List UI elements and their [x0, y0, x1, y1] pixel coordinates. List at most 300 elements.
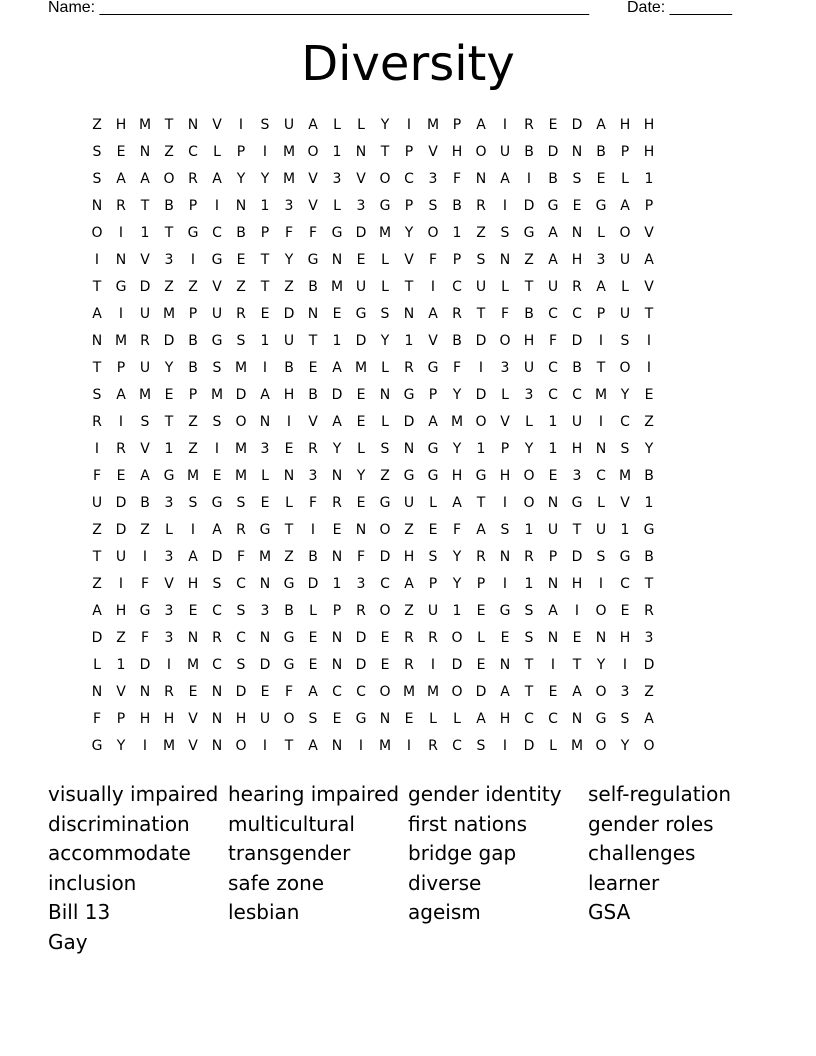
grid-letter[interactable]: M — [114, 333, 128, 349]
grid-letter[interactable]: Z — [524, 252, 534, 268]
grid-letter[interactable]: I — [646, 360, 652, 376]
grid-letter[interactable]: Z — [116, 630, 126, 646]
grid-letter[interactable]: E — [260, 495, 270, 511]
grid-letter[interactable]: D — [235, 387, 247, 403]
grid-letter[interactable]: F — [548, 333, 558, 349]
grid-letter[interactable]: M — [138, 117, 152, 133]
grid-letter[interactable]: O — [379, 603, 391, 619]
grid-letter[interactable]: O — [283, 711, 295, 727]
grid-letter[interactable]: Z — [164, 279, 174, 295]
grid-letter[interactable]: 1 — [524, 576, 534, 592]
grid-letter[interactable]: M — [402, 684, 416, 700]
grid-letter[interactable]: H — [115, 603, 127, 619]
grid-letter[interactable]: D — [451, 657, 463, 673]
grid-letter[interactable]: E — [572, 198, 582, 214]
grid-letter[interactable]: A — [476, 117, 486, 133]
grid-letter[interactable]: E — [308, 630, 318, 646]
grid-letter[interactable]: U — [475, 279, 487, 295]
grid-letter[interactable]: G — [283, 657, 295, 673]
grid-letter[interactable]: 1 — [452, 603, 462, 619]
grid-letter[interactable]: A — [308, 117, 318, 133]
grid-letter[interactable]: O — [595, 684, 607, 700]
grid-letter[interactable]: 3 — [332, 171, 342, 187]
grid-letter[interactable]: N — [259, 576, 271, 592]
grid-letter[interactable]: C — [380, 576, 390, 592]
grid-letter[interactable]: O — [523, 495, 535, 511]
grid-letter[interactable]: G — [211, 495, 223, 511]
grid-letter[interactable]: G — [355, 711, 367, 727]
grid-letter[interactable]: Y — [404, 225, 414, 241]
grid-letter[interactable]: U — [259, 711, 271, 727]
grid-letter[interactable]: M — [186, 657, 200, 673]
grid-letter[interactable]: E — [332, 306, 342, 322]
grid-letter[interactable]: N — [547, 576, 559, 592]
grid-letter[interactable]: G — [187, 225, 199, 241]
grid-letter[interactable]: I — [598, 414, 604, 430]
grid-letter[interactable]: T — [404, 279, 414, 295]
grid-letter[interactable]: S — [92, 387, 102, 403]
grid-letter[interactable]: 3 — [572, 468, 582, 484]
grid-letter[interactable]: A — [548, 225, 558, 241]
grid-letter[interactable]: S — [188, 495, 198, 511]
grid-letter[interactable]: O — [451, 630, 463, 646]
grid-letter[interactable]: 1 — [524, 522, 534, 538]
grid-letter[interactable]: I — [550, 657, 556, 673]
grid-letter[interactable]: S — [380, 441, 390, 457]
grid-letter[interactable]: G — [475, 468, 487, 484]
grid-letter[interactable]: E — [284, 441, 294, 457]
grid-letter[interactable]: L — [261, 468, 269, 484]
grid-letter[interactable]: I — [310, 522, 316, 538]
grid-letter[interactable]: I — [502, 117, 508, 133]
grid-letter[interactable]: C — [212, 657, 222, 673]
grid-letter[interactable]: H — [643, 117, 655, 133]
grid-letter[interactable]: T — [260, 279, 270, 295]
grid-letter[interactable]: 3 — [284, 198, 294, 214]
grid-letter[interactable]: 1 — [260, 198, 270, 214]
grid-letter[interactable]: N — [211, 684, 223, 700]
grid-letter[interactable]: S — [428, 198, 438, 214]
grid-letter[interactable]: D — [355, 225, 367, 241]
grid-letter[interactable]: A — [308, 684, 318, 700]
grid-letter[interactable]: M — [330, 279, 344, 295]
grid-letter[interactable]: U — [619, 252, 631, 268]
grid-letter[interactable]: Y — [644, 441, 654, 457]
grid-letter[interactable]: R — [164, 684, 174, 700]
grid-letter[interactable]: S — [380, 306, 390, 322]
grid-letter[interactable]: E — [332, 522, 342, 538]
grid-letter[interactable]: A — [116, 171, 126, 187]
grid-letter[interactable]: Y — [452, 387, 462, 403]
grid-letter[interactable]: N — [571, 711, 583, 727]
grid-letter[interactable]: Y — [236, 171, 246, 187]
grid-letter[interactable]: R — [572, 279, 582, 295]
grid-letter[interactable]: C — [188, 144, 198, 160]
grid-letter[interactable]: S — [212, 360, 222, 376]
grid-letter[interactable]: F — [92, 468, 102, 484]
grid-letter[interactable]: E — [620, 603, 630, 619]
grid-letter[interactable]: T — [476, 495, 486, 511]
grid-letter[interactable]: O — [523, 468, 535, 484]
grid-letter[interactable]: S — [620, 333, 630, 349]
grid-letter[interactable]: A — [644, 252, 654, 268]
grid-letter[interactable]: V — [140, 441, 150, 457]
grid-letter[interactable]: Z — [644, 684, 654, 700]
grid-letter[interactable]: I — [214, 441, 220, 457]
grid-letter[interactable]: D — [571, 117, 583, 133]
grid-letter[interactable]: C — [404, 171, 414, 187]
grid-letter[interactable]: N — [403, 441, 415, 457]
grid-letter[interactable]: A — [596, 279, 606, 295]
grid-letter[interactable]: S — [572, 171, 582, 187]
grid-letter[interactable]: C — [596, 468, 606, 484]
grid-letter[interactable]: T — [380, 144, 390, 160]
grid-letter[interactable]: P — [428, 576, 438, 592]
grid-letter[interactable]: M — [618, 468, 632, 484]
grid-letter[interactable]: P — [188, 387, 198, 403]
grid-letter[interactable]: P — [500, 441, 510, 457]
grid-letter[interactable]: G — [547, 198, 559, 214]
grid-letter[interactable]: I — [502, 738, 508, 754]
word-search-grid[interactable] — [85, 112, 733, 760]
grid-letter[interactable]: O — [595, 603, 607, 619]
grid-letter[interactable]: D — [355, 657, 367, 673]
grid-letter[interactable]: G — [619, 549, 631, 565]
grid-letter[interactable]: I — [190, 522, 196, 538]
grid-letter[interactable]: 3 — [260, 441, 270, 457]
grid-letter[interactable]: R — [116, 198, 126, 214]
grid-letter[interactable]: L — [429, 711, 437, 727]
grid-letter[interactable]: E — [356, 387, 366, 403]
grid-letter[interactable]: E — [356, 495, 366, 511]
grid-letter[interactable]: S — [140, 414, 150, 430]
grid-letter[interactable]: R — [356, 603, 366, 619]
grid-letter[interactable]: N — [331, 468, 343, 484]
grid-letter[interactable]: V — [212, 117, 222, 133]
grid-letter[interactable]: P — [452, 252, 462, 268]
grid-letter[interactable]: E — [116, 468, 126, 484]
grid-letter[interactable]: A — [140, 468, 150, 484]
grid-letter[interactable]: D — [379, 549, 391, 565]
grid-letter[interactable]: G — [211, 333, 223, 349]
grid-letter[interactable]: S — [500, 225, 510, 241]
grid-letter[interactable]: S — [308, 711, 318, 727]
grid-letter[interactable]: R — [188, 171, 198, 187]
grid-letter[interactable]: G — [163, 468, 175, 484]
grid-letter[interactable]: H — [571, 576, 583, 592]
grid-letter[interactable]: O — [235, 738, 247, 754]
grid-letter[interactable]: G — [379, 198, 391, 214]
grid-letter[interactable]: R — [140, 333, 150, 349]
grid-letter[interactable]: C — [212, 225, 222, 241]
grid-letter[interactable]: S — [92, 171, 102, 187]
grid-letter[interactable]: A — [476, 711, 486, 727]
grid-letter[interactable]: I — [526, 171, 532, 187]
grid-letter[interactable]: D — [475, 684, 487, 700]
grid-letter[interactable]: V — [164, 576, 174, 592]
grid-letter[interactable]: A — [500, 684, 510, 700]
grid-letter[interactable]: N — [499, 549, 511, 565]
grid-letter[interactable]: B — [140, 495, 150, 511]
grid-letter[interactable]: L — [525, 414, 533, 430]
grid-letter[interactable]: I — [118, 414, 124, 430]
grid-letter[interactable]: Z — [140, 522, 150, 538]
grid-letter[interactable]: O — [379, 522, 391, 538]
grid-letter[interactable]: U — [355, 279, 367, 295]
grid-letter[interactable]: 3 — [260, 603, 270, 619]
grid-letter[interactable]: B — [188, 333, 198, 349]
grid-letter[interactable]: L — [501, 279, 509, 295]
grid-letter[interactable]: D — [163, 333, 175, 349]
grid-letter[interactable]: G — [331, 225, 343, 241]
grid-letter[interactable]: O — [619, 360, 631, 376]
grid-letter[interactable]: S — [236, 657, 246, 673]
grid-letter[interactable]: B — [524, 144, 534, 160]
grid-letter[interactable]: N — [499, 252, 511, 268]
grid-letter[interactable]: S — [620, 441, 630, 457]
grid-letter[interactable]: L — [597, 225, 605, 241]
grid-letter[interactable]: N — [403, 306, 415, 322]
grid-letter[interactable]: P — [596, 306, 606, 322]
grid-letter[interactable]: A — [212, 522, 222, 538]
grid-letter[interactable]: O — [235, 414, 247, 430]
grid-letter[interactable]: V — [428, 333, 438, 349]
grid-letter[interactable]: E — [572, 630, 582, 646]
grid-letter[interactable]: E — [500, 630, 510, 646]
grid-letter[interactable]: Z — [92, 117, 102, 133]
grid-letter[interactable]: A — [620, 198, 630, 214]
grid-letter[interactable]: I — [598, 576, 604, 592]
grid-letter[interactable]: S — [212, 414, 222, 430]
grid-letter[interactable]: L — [93, 657, 101, 673]
grid-letter[interactable]: E — [476, 657, 486, 673]
grid-letter[interactable]: M — [282, 171, 296, 187]
grid-letter[interactable]: D — [259, 657, 271, 673]
grid-letter[interactable]: F — [140, 576, 150, 592]
grid-letter[interactable]: G — [115, 279, 127, 295]
grid-letter[interactable]: A — [332, 360, 342, 376]
grid-letter[interactable]: H — [139, 711, 151, 727]
grid-letter[interactable]: I — [502, 495, 508, 511]
grid-letter[interactable]: U — [139, 306, 151, 322]
grid-letter[interactable]: S — [428, 549, 438, 565]
grid-letter[interactable]: N — [187, 117, 199, 133]
grid-letter[interactable]: M — [450, 414, 464, 430]
grid-letter[interactable]: I — [406, 117, 412, 133]
grid-letter[interactable]: P — [188, 306, 198, 322]
grid-letter[interactable]: S — [236, 603, 246, 619]
grid-letter[interactable]: E — [644, 387, 654, 403]
grid-letter[interactable]: Y — [356, 468, 366, 484]
grid-letter[interactable]: Z — [188, 414, 198, 430]
grid-letter[interactable]: F — [284, 225, 294, 241]
grid-letter[interactable]: U — [619, 306, 631, 322]
grid-letter[interactable]: G — [355, 306, 367, 322]
grid-letter[interactable]: Z — [188, 279, 198, 295]
grid-letter[interactable]: N — [331, 549, 343, 565]
date-field[interactable]: Date: _______ — [627, 0, 732, 16]
grid-letter[interactable]: 3 — [356, 576, 366, 592]
grid-letter[interactable]: L — [501, 387, 509, 403]
grid-letter[interactable]: B — [308, 549, 318, 565]
grid-letter[interactable]: C — [236, 576, 246, 592]
grid-letter[interactable]: H — [571, 441, 583, 457]
grid-letter[interactable]: Z — [164, 144, 174, 160]
grid-letter[interactable]: I — [478, 360, 484, 376]
grid-letter[interactable]: H — [571, 252, 583, 268]
grid-letter[interactable]: Y — [260, 171, 270, 187]
grid-letter[interactable]: G — [571, 495, 583, 511]
grid-letter[interactable]: E — [548, 684, 558, 700]
grid-letter[interactable]: F — [452, 522, 462, 538]
grid-letter[interactable]: 3 — [644, 630, 654, 646]
grid-letter[interactable]: H — [523, 333, 535, 349]
grid-letter[interactable]: N — [91, 198, 103, 214]
grid-letter[interactable]: S — [260, 117, 270, 133]
grid-letter[interactable]: D — [235, 684, 247, 700]
grid-letter[interactable]: H — [643, 144, 655, 160]
grid-letter[interactable]: 3 — [428, 171, 438, 187]
name-field[interactable]: Name: _______________________________________________________ — [48, 0, 589, 16]
grid-letter[interactable]: 1 — [548, 414, 558, 430]
grid-letter[interactable]: E — [236, 252, 246, 268]
grid-letter[interactable]: L — [549, 738, 557, 754]
grid-letter[interactable]: R — [404, 630, 414, 646]
grid-letter[interactable]: S — [500, 522, 510, 538]
grid-letter[interactable]: T — [644, 576, 654, 592]
grid-letter[interactable]: M — [234, 360, 248, 376]
grid-letter[interactable]: H — [499, 468, 511, 484]
grid-letter[interactable]: N — [235, 198, 247, 214]
grid-letter[interactable]: F — [452, 171, 462, 187]
grid-letter[interactable]: Y — [452, 549, 462, 565]
grid-letter[interactable]: A — [212, 171, 222, 187]
grid-letter[interactable]: C — [620, 414, 630, 430]
grid-letter[interactable]: V — [308, 198, 318, 214]
grid-letter[interactable]: S — [524, 603, 534, 619]
grid-letter[interactable]: D — [307, 576, 319, 592]
grid-letter[interactable]: L — [357, 117, 365, 133]
grid-letter[interactable]: Y — [332, 441, 342, 457]
grid-letter[interactable]: B — [524, 306, 534, 322]
grid-letter[interactable]: D — [523, 738, 535, 754]
grid-letter[interactable]: D — [115, 522, 127, 538]
grid-letter[interactable]: E — [596, 171, 606, 187]
grid-letter[interactable]: 3 — [596, 252, 606, 268]
grid-letter[interactable]: N — [379, 711, 391, 727]
grid-letter[interactable]: O — [427, 225, 439, 241]
grid-letter[interactable]: 1 — [332, 144, 342, 160]
grid-letter[interactable]: L — [381, 414, 389, 430]
grid-letter[interactable]: T — [92, 360, 102, 376]
grid-letter[interactable]: T — [644, 306, 654, 322]
grid-letter[interactable]: I — [214, 198, 220, 214]
grid-letter[interactable]: Z — [284, 279, 294, 295]
grid-letter[interactable]: R — [476, 198, 486, 214]
grid-letter[interactable]: I — [430, 279, 436, 295]
grid-letter[interactable]: H — [499, 711, 511, 727]
grid-letter[interactable]: C — [332, 684, 342, 700]
grid-letter[interactable]: T — [524, 684, 534, 700]
grid-letter[interactable]: G — [379, 495, 391, 511]
grid-letter[interactable]: A — [596, 117, 606, 133]
grid-letter[interactable]: N — [355, 522, 367, 538]
grid-letter[interactable]: B — [596, 144, 606, 160]
grid-letter[interactable]: R — [452, 306, 462, 322]
grid-letter[interactable]: S — [476, 738, 486, 754]
grid-letter[interactable]: I — [262, 738, 268, 754]
grid-letter[interactable]: L — [477, 630, 485, 646]
grid-letter[interactable]: A — [140, 171, 150, 187]
grid-letter[interactable]: O — [307, 144, 319, 160]
grid-letter[interactable]: F — [284, 684, 294, 700]
grid-letter[interactable]: R — [404, 657, 414, 673]
grid-letter[interactable]: Z — [92, 522, 102, 538]
grid-letter[interactable]: G — [595, 711, 607, 727]
grid-letter[interactable]: 3 — [164, 603, 174, 619]
grid-letter[interactable]: B — [308, 387, 318, 403]
grid-letter[interactable]: 1 — [116, 657, 126, 673]
grid-letter[interactable]: M — [234, 468, 248, 484]
grid-letter[interactable]: U — [115, 549, 127, 565]
grid-letter[interactable]: Y — [284, 252, 294, 268]
grid-letter[interactable]: 1 — [164, 441, 174, 457]
grid-letter[interactable]: M — [378, 225, 392, 241]
grid-letter[interactable]: Y — [380, 117, 390, 133]
grid-letter[interactable]: B — [548, 171, 558, 187]
grid-letter[interactable]: D — [475, 333, 487, 349]
grid-letter[interactable]: M — [210, 387, 224, 403]
grid-letter[interactable]: G — [211, 252, 223, 268]
grid-letter[interactable]: U — [91, 495, 103, 511]
grid-letter[interactable]: C — [572, 387, 582, 403]
grid-letter[interactable]: Y — [380, 333, 390, 349]
grid-letter[interactable]: E — [308, 360, 318, 376]
grid-letter[interactable]: 3 — [308, 468, 318, 484]
grid-letter[interactable]: A — [572, 684, 582, 700]
grid-letter[interactable]: L — [621, 171, 629, 187]
grid-letter[interactable]: N — [91, 333, 103, 349]
grid-letter[interactable]: 3 — [620, 684, 630, 700]
grid-letter[interactable]: G — [427, 468, 439, 484]
grid-letter[interactable]: L — [165, 522, 173, 538]
grid-letter[interactable]: F — [356, 549, 366, 565]
grid-letter[interactable]: V — [188, 738, 198, 754]
grid-letter[interactable]: O — [379, 171, 391, 187]
grid-letter[interactable]: M — [258, 549, 272, 565]
grid-letter[interactable]: D — [331, 387, 343, 403]
grid-letter[interactable]: T — [572, 522, 582, 538]
grid-letter[interactable]: D — [355, 333, 367, 349]
grid-letter[interactable]: P — [188, 198, 198, 214]
grid-letter[interactable]: R — [236, 306, 246, 322]
grid-letter[interactable]: N — [139, 144, 151, 160]
grid-letter[interactable]: A — [92, 306, 102, 322]
grid-letter[interactable]: E — [164, 387, 174, 403]
grid-letter[interactable]: L — [309, 603, 317, 619]
grid-letter[interactable]: A — [476, 522, 486, 538]
grid-letter[interactable]: L — [429, 495, 437, 511]
grid-letter[interactable]: R — [524, 549, 534, 565]
grid-letter[interactable]: C — [620, 576, 630, 592]
grid-letter[interactable]: S — [236, 495, 246, 511]
grid-letter[interactable]: H — [451, 144, 463, 160]
grid-letter[interactable]: 1 — [332, 576, 342, 592]
grid-letter[interactable]: S — [524, 630, 534, 646]
grid-letter[interactable]: T — [92, 549, 102, 565]
grid-letter[interactable]: P — [644, 198, 654, 214]
grid-letter[interactable]: U — [139, 360, 151, 376]
